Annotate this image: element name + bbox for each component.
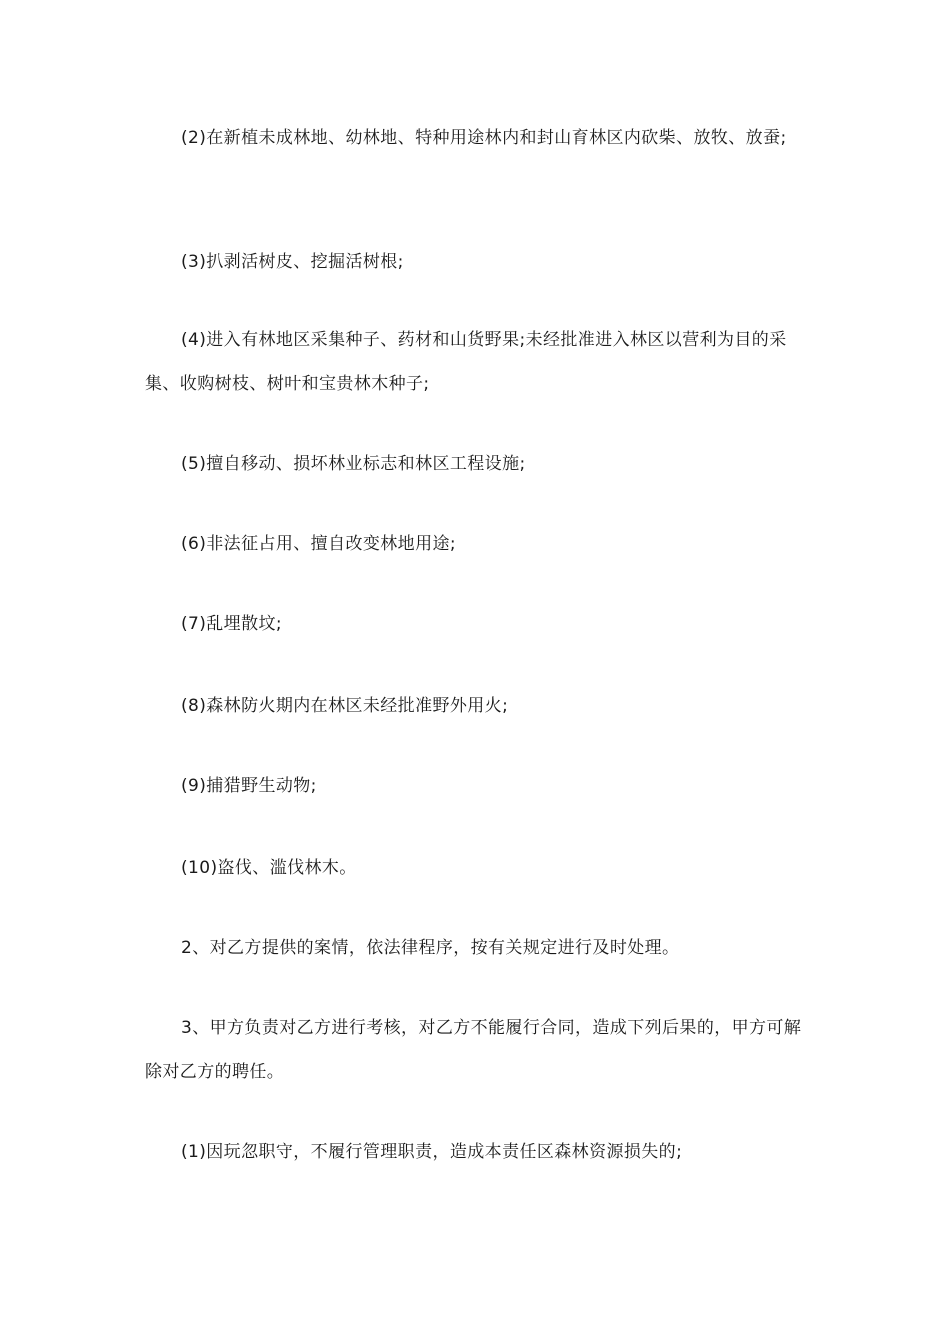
- paragraph-clause-4: (4)进入有林地区采集种子、药材和山货野果;未经批准进入林区以营利为目的采集、收购树枝、树叶和宝贵林木种子;: [145, 330, 787, 394]
- paragraph-section-3: 3、甲方负责对乙方进行考核，对乙方不能履行合同，造成下列后果的，甲方可解除对乙方的聘任。: [145, 1018, 802, 1082]
- paragraph-clause-7: (7)乱埋散坟;: [181, 614, 283, 634]
- paragraph-clause-2: (2)在新植未成林地、幼林地、特种用途林内和封山育林区内砍柴、放牧、放蚕;: [181, 128, 787, 148]
- paragraph-clause-5: (5)擅自移动、损坏林业标志和林区工程设施;: [181, 454, 526, 474]
- paragraph-clause-6: (6)非法征占用、擅自改变林地用途;: [181, 534, 457, 554]
- paragraph-clause-9: (9)捕猎野生动物;: [181, 776, 317, 796]
- paragraph-clause-10: (10)盗伐、滥伐林木。: [181, 858, 357, 878]
- paragraph-clause-8: (8)森林防火期内在林区未经批准野外用火;: [181, 696, 509, 716]
- paragraph-section-2: 2、对乙方提供的案情，依法律程序，按有关规定进行及时处理。: [181, 938, 680, 958]
- paragraph-clause-3: (3)扒剥活树皮、挖掘活树根;: [181, 252, 404, 272]
- paragraph-consequence-1: (1)因玩忽职守，不履行管理职责，造成本责任区森林资源损失的;: [181, 1142, 683, 1162]
